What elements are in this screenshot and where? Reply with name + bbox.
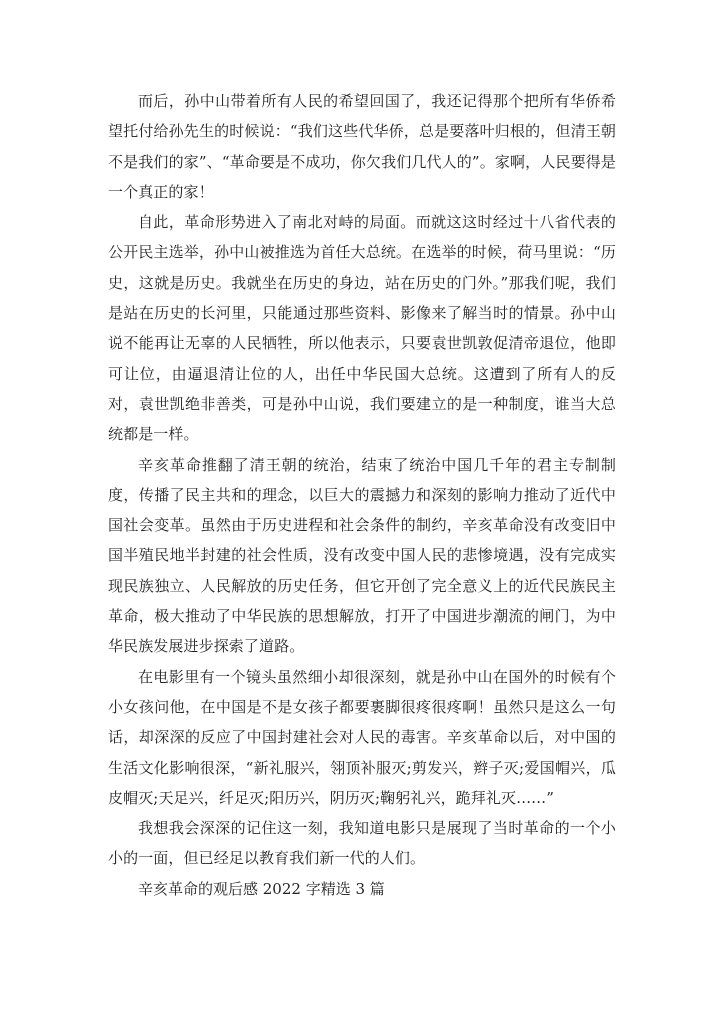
paragraph-conclusion: 我想我会深深的记住这一刻，我知道电影只是展现了当时革命的一个小小的一面，但已经足以教育我们新一代的人们。 bbox=[108, 819, 616, 868]
paragraph-return-home: 而后，孙中山带着所有人民的希望回国了，我还记得那个把所有华侨希望托付给孙先生的时候说：“我们这些代华侨，总是要落叶归根的，但清王朝不是我们的家”、“革命要是不成功，你欠我们几代人的”。家啊，人民要得是一个真正的家！ bbox=[108, 92, 616, 201]
paragraph-revolution-significance: 辛亥革命推翻了清王朝的统治，结束了统治中国几千年的君主专制制度，传播了民主共和的理念，以巨大的震撼力和深刻的影响力推动了近代中国社会变革。虽然由于历史进程和社会条件的制约，辛亥革命没有改变旧中国半殖民地半封建的社会性质，没有改变中国人民的悲惨境遇，没有完成实现民族独立、人民解放的历史任务，但它开创了完全意义上的近代民族民主革命，极大推动了中华民族的思想解放，打开了中国进步潮流的闸门，为中华民族发展进步探索了道路。 bbox=[108, 455, 616, 656]
document-body bbox=[108, 86, 616, 904]
paragraph-north-south: 自此，革命形势进入了南北对峙的局面。而就这这时经过十八省代表的公开民主选举，孙中山被推选为首任大总统。在选举的时候，荷马里说：“历史，这就是历史。我就坐在历史的身边，站在历史的门外。”那我们呢，我们是站在历史的长河里，只能通过那些资料、影像来了解当时的情景。孙中山说不能再让无辜的人民牺牲，所以他表示，只要袁世凯敦促清帝退位，他即可让位，由逼退清让位的人，出任中华民国大总统。这遭到了所有人的反对，袁世凯绝非善类，可是孙中山说，我们要建立的是一种制度，谁当大总统都是一样。 bbox=[108, 213, 616, 444]
paragraph-movie-scene: 在电影里有一个镜头虽然细小却很深刻，就是孙中山在国外的时候有个小女孩问他，在中国是不是女孩子都要裹脚很疼很疼啊！虽然只是这么一句话，却深深的反应了中国封建社会对人民的毒害。辛亥革命以后，对中国的生活文化影响很深，“新礼服兴，翎顶补服灭;剪发兴，辫子灭;爱国帽兴，瓜皮帽灭;天足兴，纤足灭;阳历兴，阴历灭;鞠躬礼兴，跪拜礼灭……” bbox=[108, 667, 616, 807]
next-article-title: 辛亥革命的观后感 2022 字精选 3 篇 bbox=[138, 879, 385, 898]
